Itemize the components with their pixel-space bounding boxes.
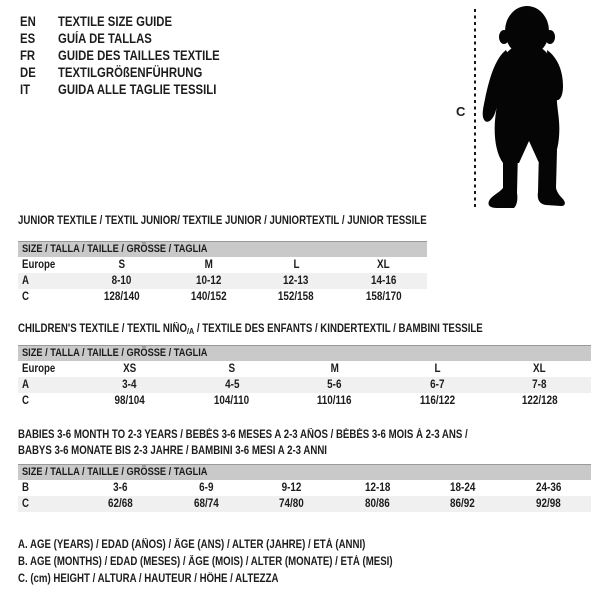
- table-cell: [78, 377, 181, 393]
- table-cell: [181, 377, 284, 393]
- cell-text: 62/68: [108, 498, 134, 510]
- legend-line-b: [18, 554, 464, 571]
- legend-text: B. AGE (MONTHS) / EDAD (MESES) / ÂGE (MOIS) / ALTER (MONATE) / ETÀ (MESI): [18, 556, 393, 568]
- list-item: [20, 13, 251, 30]
- lang-code-text: FR: [20, 48, 36, 63]
- cell-text: 116/122: [419, 395, 455, 407]
- size-header-bar: [18, 345, 591, 361]
- table-cell: [335, 496, 421, 512]
- row-label-text: Europe: [22, 363, 56, 375]
- table-cell: [249, 496, 335, 512]
- row-label-text: C: [22, 291, 29, 303]
- table-title-line2: BABYS 3-6 MONATE BIS 2-3 JAHRE / BAMBINI 3-6 MESI A 2-3 ANNI: [18, 445, 327, 457]
- size-header-text: SIZE / TALLA / TAILLE / GRÖSSE / TAGLIA: [22, 466, 208, 478]
- cell-text: S: [228, 363, 236, 375]
- legend-line-a: [18, 537, 464, 554]
- cell-text: 24-36: [535, 482, 561, 494]
- table-row: [18, 257, 427, 273]
- lang-title: GUIDA ALLE TAGLIE TESSILI: [58, 82, 217, 97]
- legend-text: C. (cm) HEIGHT / ALTURA / HAUTEUR / HÖHE / ALTEZZA: [18, 573, 279, 585]
- size-header-bar: [18, 241, 427, 257]
- cell-text: 140/152: [190, 291, 227, 303]
- row-label: [18, 257, 78, 273]
- cell-text: 12-18: [364, 482, 390, 494]
- table-cell: [386, 361, 489, 377]
- table-cell: [78, 257, 165, 273]
- table-row: [18, 289, 427, 305]
- table-row: [18, 480, 591, 496]
- table-cell: [386, 393, 489, 409]
- cell-text: 4-5: [224, 379, 240, 391]
- row-label: [18, 361, 78, 377]
- table-cell: [181, 361, 284, 377]
- cell-text: 110/116: [317, 395, 352, 407]
- size-header-text: SIZE / TALLA / TAILLE / GRÖSSE / TAGLIA: [22, 347, 208, 359]
- cell-text: 10-12: [196, 275, 222, 287]
- table-cell: [164, 480, 250, 496]
- row-label-text: C: [22, 498, 29, 510]
- table-cell: [340, 257, 427, 273]
- table-cell: [253, 257, 340, 273]
- row-label: [18, 289, 78, 305]
- table-cell: [488, 393, 591, 409]
- junior-size-table: [18, 214, 427, 305]
- lang-code: [20, 31, 58, 46]
- cell-text: 128/140: [103, 291, 140, 303]
- row-label-text: A: [22, 275, 29, 287]
- table-cell: [78, 289, 165, 305]
- cell-text: S: [118, 259, 125, 271]
- table-title: [18, 427, 591, 459]
- table-title: [18, 322, 591, 336]
- table-cell: [283, 393, 386, 409]
- cell-text: 122/128: [521, 395, 558, 407]
- cell-text: XL: [377, 259, 390, 271]
- lang-title: TEXTILGRÖßENFÜHRUNG: [58, 65, 203, 80]
- table-cell: [340, 273, 427, 289]
- title-pre: CHILDREN'S TEXTILE / TEXTIL NIÑO: [18, 323, 188, 335]
- lang-code: [20, 48, 58, 63]
- table-title: [18, 214, 427, 228]
- cell-text: 7-8: [532, 379, 547, 391]
- table-cell: [253, 289, 340, 305]
- cell-text: 80/86: [364, 498, 390, 510]
- row-label: [18, 393, 78, 409]
- cell-text: 3-4: [122, 379, 137, 391]
- table-row: [18, 393, 591, 409]
- lang-title: GUÍA DE TALLAS: [58, 31, 152, 46]
- size-header-text: SIZE / TALLA / TAILLE / GRÖSSE / TAGLIA: [22, 243, 208, 255]
- measurement-legend: [18, 537, 464, 588]
- cell-text: M: [330, 363, 339, 375]
- table-row: [18, 377, 591, 393]
- cell-text: M: [204, 259, 214, 271]
- lang-code: [20, 14, 58, 29]
- lang-code-text: DE: [20, 65, 36, 80]
- table-cell: [78, 273, 165, 289]
- list-item: [20, 47, 251, 64]
- row-label: [18, 496, 78, 512]
- table-cell: [488, 361, 591, 377]
- cell-text: XL: [533, 363, 546, 375]
- table-cell: [488, 377, 591, 393]
- legend-text: A. AGE (YEARS) / EDAD (AÑOS) / ÂGE (ANS) / ALTER (JAHRE) / ETÀ (ANNI): [18, 539, 366, 551]
- cell-text: 6-9: [199, 482, 214, 494]
- lang-code-text: EN: [20, 14, 36, 29]
- legend-line-c: [18, 571, 464, 588]
- row-label-text: Europe: [22, 259, 56, 271]
- table-cell: [335, 480, 421, 496]
- cell-text: 74/80: [279, 498, 305, 510]
- table-cell: [165, 273, 252, 289]
- children-size-table: [18, 322, 591, 409]
- cell-text: 8-10: [111, 275, 132, 287]
- table-cell: [164, 496, 250, 512]
- title-post: / TEXTILE DES ENFANTS / KINDERTEXTIL / BAMBINI TESSILE: [194, 323, 483, 335]
- table-row: [18, 361, 591, 377]
- height-marker-label: C: [456, 104, 466, 119]
- size-header-bar: [18, 464, 591, 480]
- table-cell: [506, 496, 592, 512]
- row-label: [18, 480, 78, 496]
- cell-text: 9-12: [281, 482, 302, 494]
- cell-text: L: [434, 363, 441, 375]
- title-subscript: /A: [187, 326, 195, 336]
- lang-code: [20, 65, 58, 80]
- table-cell: [78, 496, 164, 512]
- table-title-line1: BABIES 3-6 MONTH TO 2-3 YEARS / BEBÉS 3-6 MESES A 2-3 AÑOS / BÉBÉS 3-6 MOIS À 2-3 ANS /: [18, 429, 468, 441]
- lang-code-text: IT: [20, 82, 31, 97]
- language-title-list: [20, 13, 251, 98]
- table-cell: [165, 289, 252, 305]
- lang-code-text: ES: [20, 31, 36, 46]
- cell-text: 86/92: [450, 498, 476, 510]
- cell-text: 98/104: [114, 395, 145, 407]
- table-cell: [165, 257, 252, 273]
- table-cell: [283, 361, 386, 377]
- row-label-text: C: [22, 395, 29, 407]
- lang-title: TEXTILE SIZE GUIDE: [58, 14, 173, 29]
- table-cell: [420, 480, 506, 496]
- babies-size-table: [18, 427, 591, 512]
- cell-text: 12-13: [283, 275, 309, 287]
- table-cell: [386, 377, 489, 393]
- cell-text: 3-6: [113, 482, 128, 494]
- table-cell: [506, 480, 592, 496]
- table-row: [18, 496, 591, 512]
- table-title-text: [18, 322, 483, 338]
- cell-text: 152/158: [278, 291, 314, 303]
- list-item: [20, 30, 251, 47]
- cell-text: 158/170: [365, 291, 402, 303]
- table-cell: [283, 377, 386, 393]
- cell-text: L: [293, 259, 300, 271]
- cell-text: 68/74: [193, 498, 219, 510]
- table-cell: [253, 273, 340, 289]
- cell-text: 14-16: [370, 275, 397, 287]
- table-cell: [78, 361, 181, 377]
- table-cell: [78, 393, 181, 409]
- cell-text: 92/98: [535, 498, 561, 510]
- cell-text: 104/110: [214, 395, 250, 407]
- table-row: [18, 273, 427, 289]
- cell-text: XS: [122, 363, 136, 375]
- row-label-text: B: [22, 482, 29, 494]
- cell-text: 18-24: [450, 482, 476, 494]
- cell-text: 5-6: [327, 379, 342, 391]
- table-cell: [420, 496, 506, 512]
- table-cell: [249, 480, 335, 496]
- row-label-text: A: [22, 379, 29, 391]
- table-title-text: JUNIOR TEXTILE / TEXTIL JUNIOR/ TEXTILE JUNIOR / JUNIORTEXTIL / JUNIOR TESSILE: [18, 215, 427, 227]
- list-item: [20, 64, 251, 81]
- lang-code: [20, 82, 58, 97]
- list-item: [20, 81, 251, 98]
- table-cell: [78, 480, 164, 496]
- table-cell: [340, 289, 427, 305]
- lang-title: GUIDE DES TAILLES TEXTILE: [58, 48, 220, 63]
- cell-text: 6-7: [429, 379, 445, 391]
- table-cell: [181, 393, 284, 409]
- row-label: [18, 377, 78, 393]
- row-label: [18, 273, 78, 289]
